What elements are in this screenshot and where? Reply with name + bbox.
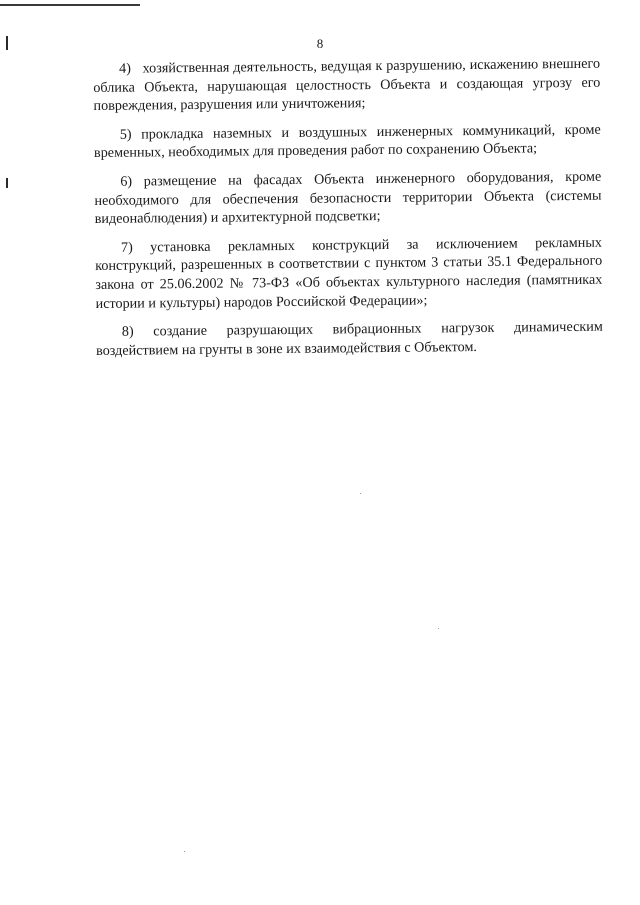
list-item-6: 6) размещение на фасадах Объекта инженерного оборудования, кроме необходимого для обеспечения безопасности территории Объекта (системы видеонаблюдения) и архитектурной подсветки; xyxy=(94,168,602,228)
scan-edge-line xyxy=(0,4,140,6)
scan-artifact-mark xyxy=(6,178,8,188)
list-item-4: 4) хозяйственная деятельность, ведущая к разрушению, искажению внешнего облика Объекта, нарушающая целостность Объекта и создающая угрозу его повреждения, разрушения или уничтожения; xyxy=(93,55,601,115)
list-item-8: 8) создание разрушающих вибрационных нагрузок динамическим воздействием на грунты в зоне их взаимодействия с Объектом. xyxy=(95,318,603,359)
page-number: 8 xyxy=(316,36,324,51)
scan-speck xyxy=(184,851,185,852)
scan-speck xyxy=(360,493,361,494)
list-item-5: 5) прокладка наземных и воздушных инженерных коммуникаций, кроме временных, необходимых для проведения работ по сохранению Объекта; xyxy=(93,121,601,162)
document-body xyxy=(93,55,603,361)
scan-speck xyxy=(438,628,439,629)
list-item-7: 7) установка рекламных конструкций за исключением рекламных конструкций, разрешенных в соответствии с пунктом 3 статьи 35.1 Федерального закона от 25.06.2002 № 73-ФЗ «Об объектах культурного наследия (памятниках истории и культуры) народов Российской Федерации»; xyxy=(95,234,603,312)
